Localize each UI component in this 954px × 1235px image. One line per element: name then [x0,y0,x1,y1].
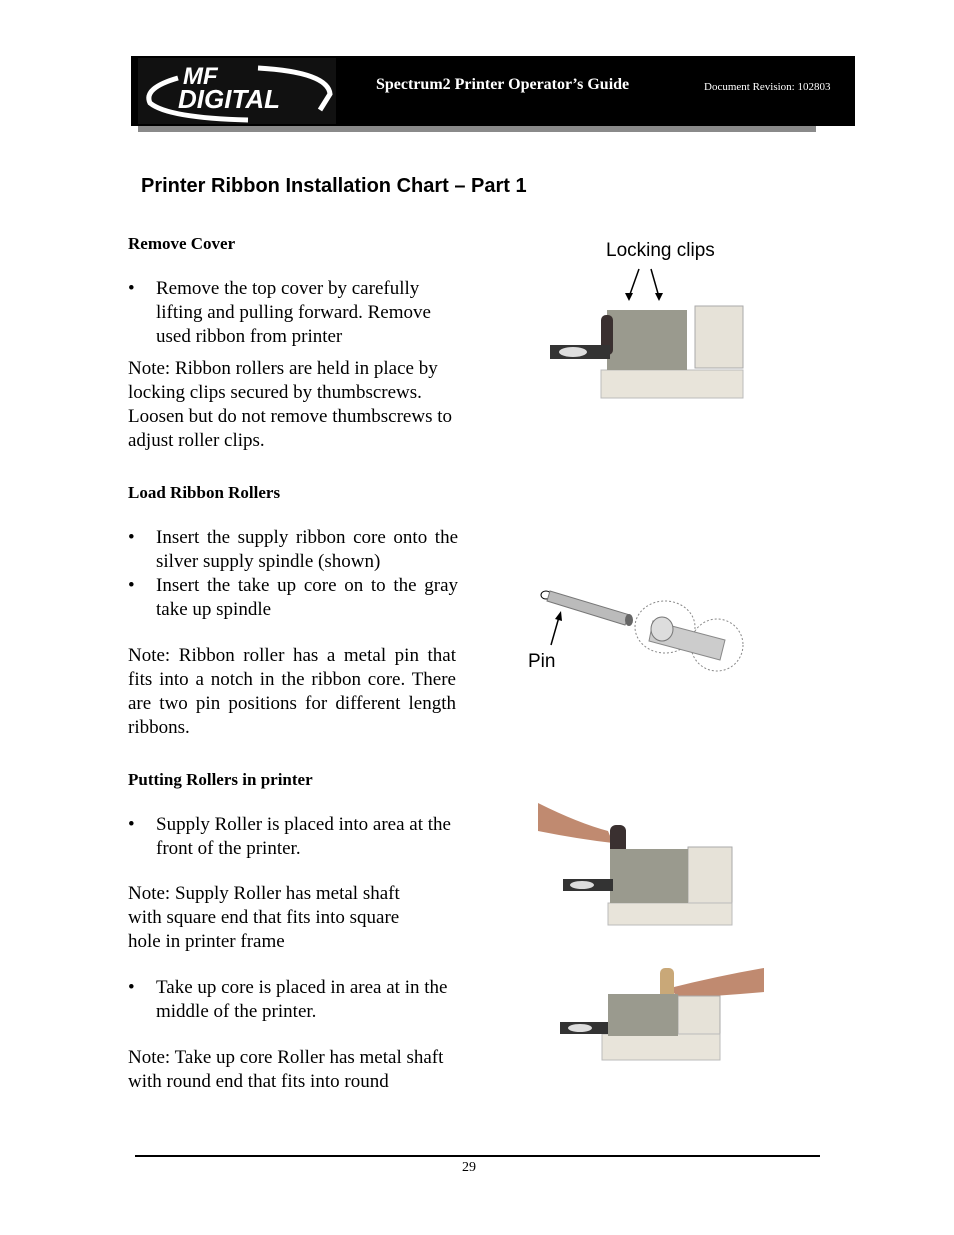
bullet-item: • Remove the top cover by carefully lifting and pulling forward. Remove used ribbon from printer [128,277,458,349]
note-text: Note: Ribbon roller has a metal pin that fits into a notch in the ribbon core. There are two pin positions for different length ribbons. [128,645,456,738]
page-number: 29 [462,1160,476,1175]
footer-rule [135,1155,820,1157]
note-text: Note: Ribbon rollers are held in place by locking clips secured by thumbscrews. Loosen but do not remove thumbscrews to adjust roller clips. [128,358,453,451]
bullet-item: • Take up core is placed in area at in the middle of the printer. [128,976,458,1024]
mf-digital-logo [138,58,336,124]
printer-photo-locking-clips [545,265,755,405]
bullet-item: • Supply Roller is placed into area at the front of the printer. [128,813,458,861]
ribbon-spindle-diagram [525,585,750,680]
instructions-column [128,234,458,1094]
section-heading: Remove Cover [128,234,236,253]
bullet-item: • Insert the take up core on to the gray take up spindle [128,574,458,622]
header-shadow [138,126,816,132]
note-text: Note: Supply Roller has metal shaft with square end that fits into square hole in printer frame [128,883,400,952]
section-heading: Putting Rollers in printer [128,770,313,789]
bullet-item: • Insert the supply ribbon core onto the silver supply spindle (shown) [128,526,458,574]
pin-label: Pin [528,651,556,672]
locking-clips-label: Locking clips [606,240,715,261]
svg-text:DIGITAL: DIGITAL [178,84,281,114]
svg-text:MF: MF [183,63,218,90]
photo-takeup-core-placement [558,962,768,1070]
document-revision: Document Revision: 102803 [704,81,831,93]
photo-supply-roller-placement [538,803,738,928]
page-title: Printer Ribbon Installation Chart – Part 1 [141,175,527,197]
header-title: Spectrum2 Printer Operator’s Guide [376,76,630,93]
section-heading: Load Ribbon Rollers [128,483,281,502]
note-text: Note: Take up core Roller has metal shaft with round end that fits into round [128,1047,444,1092]
